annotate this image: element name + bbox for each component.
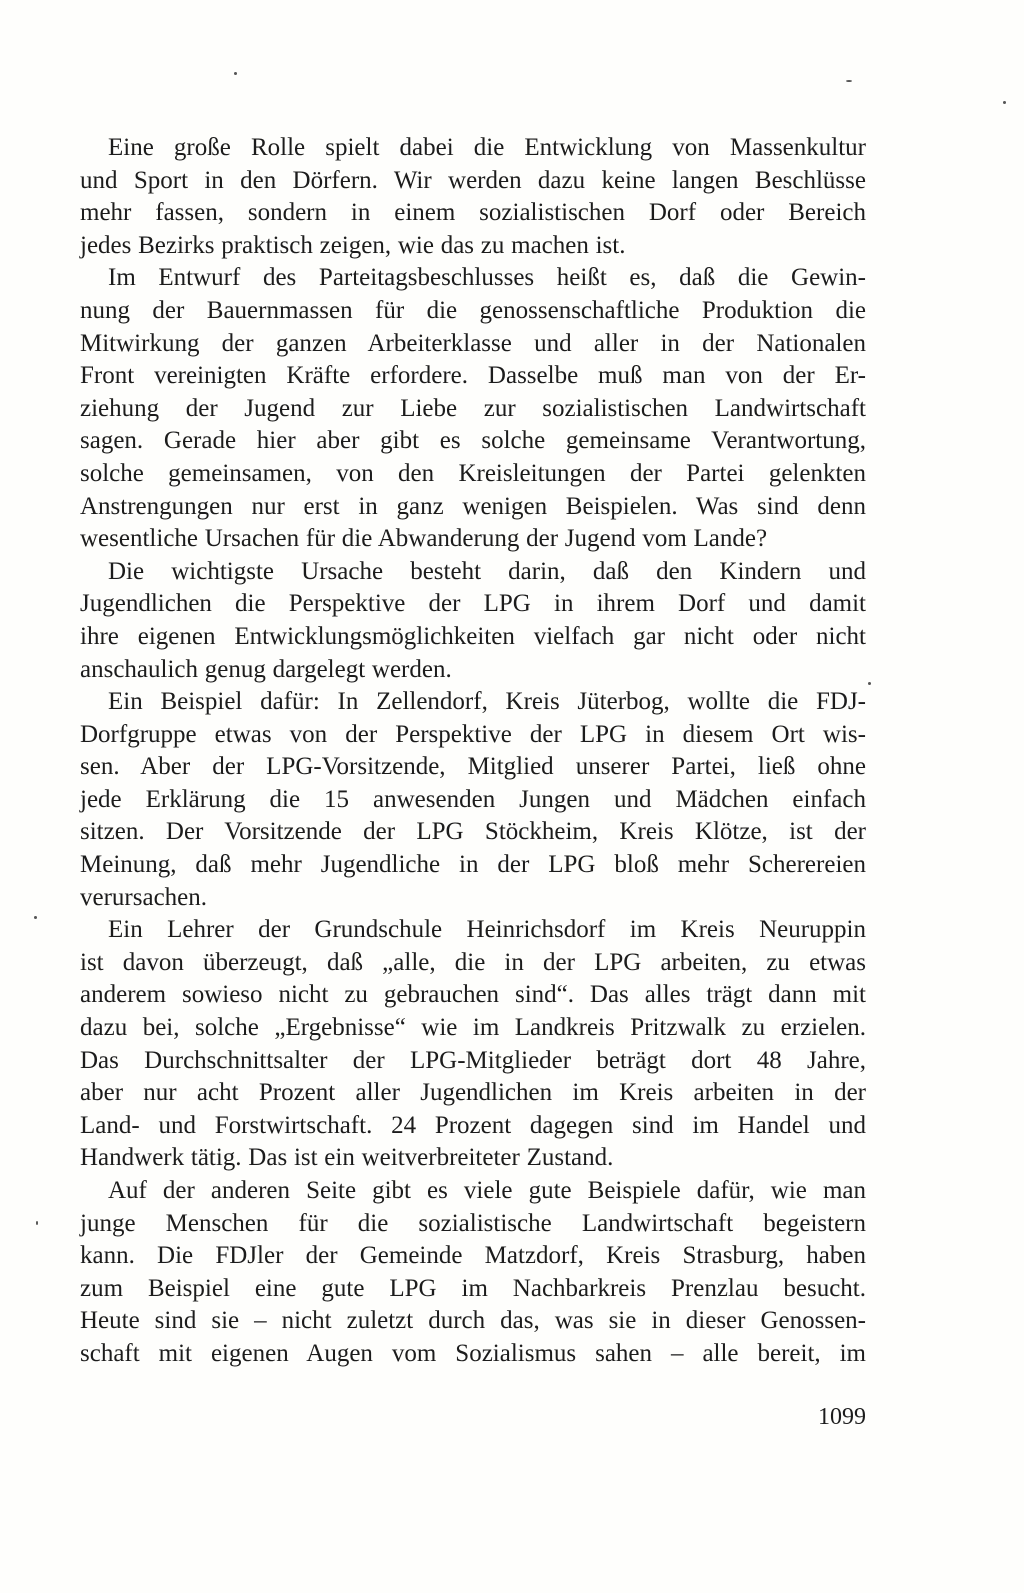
text-line: Mitwirkung der ganzen Arbeiterklasse und aller in der Nationalen bbox=[80, 329, 866, 357]
scan-speck bbox=[868, 682, 871, 685]
text-line: ihre eigenen Entwicklungsmöglichkeiten vielfach gar nicht oder nicht bbox=[80, 622, 866, 650]
text-line: mehr fassen, sondern in einem sozialistischen Dorf oder Bereich bbox=[80, 199, 866, 227]
text-line: Auf der anderen Seite gibt es viele gute Beispiele dafür, wie man bbox=[108, 1177, 866, 1204]
text-line: ziehung der Jugend zur Liebe zur sozialistischen Landwirtschaft bbox=[80, 394, 866, 422]
text-line: nung der Bauernmassen für die genossenschaftliche Produktion die bbox=[80, 296, 866, 324]
scan-speck bbox=[234, 72, 237, 75]
text-line: Im Entwurf des Parteitagsbeschlusses heißt es, daß die Gewin- bbox=[108, 264, 866, 292]
text-line: Handwerk tätig. Das ist ein weitverbreiteter Zustand. bbox=[80, 1144, 614, 1172]
scan-speck bbox=[1003, 101, 1006, 104]
text-line: zum Beispiel eine gute LPG im Nachbarkreis Prenzlau besucht. bbox=[80, 1274, 866, 1302]
text-line: wesentliche Ursachen für die Abwanderung der Jugend vom Lande? bbox=[80, 525, 768, 553]
text-line: kann. Die FDJler der Gemeinde Matzdorf, Kreis Strasburg, haben bbox=[80, 1242, 866, 1270]
text-line: Eine große Rolle spielt dabei die Entwicklung von Massenkultur bbox=[108, 134, 866, 161]
text-line: Front vereinigten Kräfte erfordere. Dasselbe muß man von der Er- bbox=[80, 362, 866, 390]
text-line: Die wichtigste Ursache besteht darin, daß den Kindern und bbox=[108, 557, 866, 585]
text-line: Das Durchschnittsalter der LPG-Mitglieder beträgt dort 48 Jahre, bbox=[80, 1046, 866, 1074]
text-line: ist davon überzeugt, daß „alle, die in der LPG arbeiten, zu etwas bbox=[80, 948, 866, 976]
text-line: und Sport in den Dörfern. Wir werden dazu keine langen Beschlüsse bbox=[80, 166, 866, 194]
scan-speck bbox=[36, 1221, 38, 1225]
page-number: 1099 bbox=[818, 1404, 866, 1430]
text-line: Heute sind sie – nicht zuletzt durch das, was sie in dieser Genossen- bbox=[80, 1307, 866, 1335]
text-line: schaft mit eigenen Augen vom Sozialismus sahen – alle bereit, im bbox=[80, 1339, 866, 1367]
text-line: verursachen. bbox=[80, 883, 208, 911]
scan-speck bbox=[34, 916, 37, 919]
text-line: Land- und Forstwirtschaft. 24 Prozent dagegen sind im Handel und bbox=[80, 1111, 866, 1139]
text-line: jede Erklärung die 15 anwesenden Jungen und Mädchen einfach bbox=[80, 785, 866, 813]
text-line: solche gemeinsamen, von den Kreisleitungen der Partei gelenkten bbox=[80, 459, 866, 487]
text-line: Ein Lehrer der Grundschule Heinrichsdorf im Kreis Neuruppin bbox=[108, 916, 866, 944]
text-line: anderem sowieso nicht zu gebrauchen sind“. Das alles trägt dann mit bbox=[80, 981, 866, 1009]
text-line: Jugendlichen die Perspektive der LPG in ihrem Dorf und damit bbox=[80, 590, 866, 618]
text-line: Ein Beispiel dafür: In Zellendorf, Kreis Jüterbog, wollte die FDJ- bbox=[108, 688, 866, 716]
text-line: Dorfgruppe etwas von der Perspektive der LPG in diesem Ort wis- bbox=[80, 720, 866, 748]
scan-speck bbox=[846, 80, 852, 82]
text-line: aber nur acht Prozent aller Jugendlichen im Kreis arbeiten in der bbox=[80, 1079, 866, 1107]
text-line: Anstrengungen nur erst in ganz wenigen Beispielen. Was sind denn bbox=[80, 492, 866, 520]
text-line: jedes Bezirks praktisch zeigen, wie das zu machen ist. bbox=[80, 231, 626, 259]
text-line: sitzen. Der Vorsitzende der LPG Stöckheim, Kreis Klötze, ist der bbox=[80, 818, 866, 846]
text-line: Meinung, daß mehr Jugendliche in der LPG bloß mehr Scherereien bbox=[80, 851, 866, 879]
body-text bbox=[80, 132, 866, 1371]
text-line: sagen. Gerade hier aber gibt es solche gemeinsame Verantwortung, bbox=[80, 427, 866, 455]
text-line: junge Menschen für die sozialistische Landwirtschaft begeistern bbox=[80, 1209, 866, 1237]
text-line: sen. Aber der LPG-Vorsitzende, Mitglied unserer Partei, ließ ohne bbox=[80, 753, 866, 781]
text-line: anschaulich genug dargelegt werden. bbox=[80, 655, 452, 683]
text-line: dazu bei, solche „Ergebnisse“ wie im Landkreis Pritzwalk zu erzielen. bbox=[80, 1014, 866, 1042]
